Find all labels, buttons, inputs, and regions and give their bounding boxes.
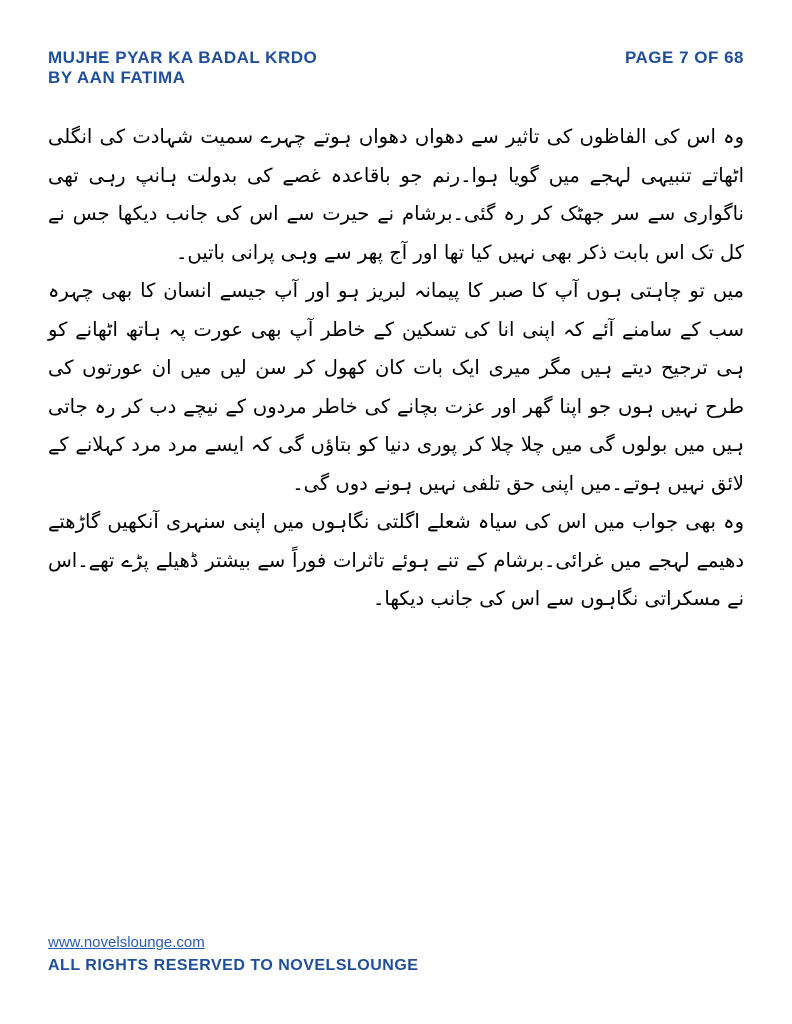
paragraph: وہ اس کی الفاظوں کی تاثیر سے دھواں دھواں ہوتے چہرے سمیت شہادت کی انگلی اٹھاتے تنبیہی لہجے میں گویا ہوا۔رنم جو باقاعدہ غصے کی بدولت ہانپ رہی تھی ناگواری سے سر جھٹک کر رہ گئی۔برشام نے حیرت سے اس کی جانب دیکھا جس نے کل تک اس بابت ذکر بھی نہیں کیا تھا اور آج پھر سے وہی پرانی باتیں۔: [48, 125, 744, 264]
paragraph: وہ بھی جواب میں اس کی سیاہ شعلے اگلتی نگاہوں میں اپنی سنہری آنکھیں گاڑھتے دھیمے لہجے میں غرائی۔برشام کے تنے ہوئے تاثرات فوراً سے بیشتر ڈھیلے پڑے تھے۔اس نے مسکراتی نگاہوں سے اس کی جانب دیکھا۔: [48, 510, 744, 610]
novel-title: MUJHE PYAR KA BADAL KRDO: [48, 48, 318, 67]
paragraph: میں تو چاہتی ہوں آپ کا صبر کا پیمانہ لبریز ہو اور آپ جیسے انسان کا بھی چہرہ سب کے سامنے آئے کہ اپنی انا کی تسکین کے خاطر آپ بھی عورت پہ ہاتھ اٹھانے کو ہی ترجیح دیتے ہیں مگر میری ایک بات کان کھول کر سن لیں میں ان عورتوں کی طرح نہیں ہوں جو اپنا گھر اور عزت بچانے کی خاطر مردوں کے نیچے دب کر رہ جاتی ہیں میں بولوں گی میں چلا چلا کر پوری دنیا کو بتاؤں گی کہ ایسے مرد مرد کہلانے کے لائق نہیں ہوتے۔میں اپنی حق تلفی نہیں ہونے دوں گی۔: [48, 279, 744, 495]
website-link[interactable]: www.novelslounge.com: [48, 934, 205, 951]
rights-notice: ALL RIGHTS RESERVED TO NOVELSLOUNGE: [48, 957, 419, 974]
author-line: BY AAN FATIMA: [48, 68, 186, 87]
page-number: PAGE 7 OF 68: [624, 48, 744, 67]
story-text: [48, 118, 744, 619]
